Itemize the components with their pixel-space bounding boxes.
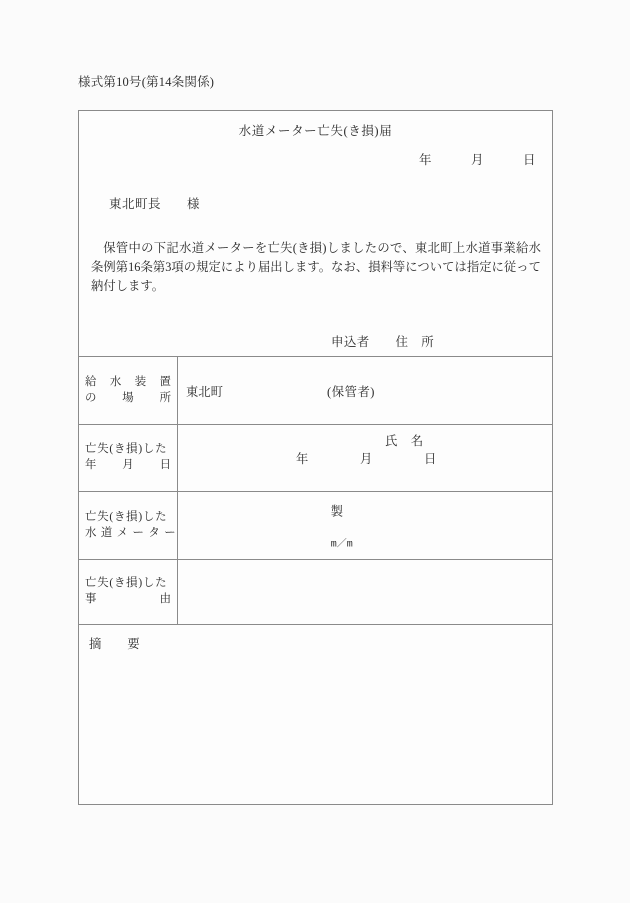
row-label-supply-location	[79, 357, 178, 424]
label-char: 置	[159, 375, 171, 388]
loss-date-value: 年 月 日	[296, 452, 437, 466]
label-water-meter-line1: 亡失(き損)した	[85, 510, 168, 523]
row-value-loss-reason[interactable]	[178, 560, 552, 624]
label-char: 由	[159, 593, 171, 605]
applicant-name-line: 氏 名	[385, 434, 424, 448]
row-label-loss-reason	[79, 560, 178, 624]
remarks-label: 摘 要	[89, 637, 141, 651]
remarks-section[interactable]	[79, 625, 552, 804]
row-value-water-meter[interactable]	[178, 492, 552, 559]
table-row-loss-date	[79, 425, 552, 492]
applicant-address-line: 申込者 住 所	[331, 335, 435, 349]
label-loss-reason-line1: 亡失(き損)した	[85, 577, 168, 590]
body-paragraph: 保管中の下記水道メーターを亡失(き損)しましたので、東北町上水道事業給水条例第16条第3項の規定により届出します。なお、損料等については指定に従って納付します。	[91, 241, 541, 294]
meter-unit-label: m／m	[330, 539, 353, 550]
supply-location-value: 東北町	[186, 384, 223, 399]
form-frame	[78, 110, 553, 805]
label-char: 水	[109, 375, 122, 388]
label-char: 事	[85, 593, 97, 605]
header-date-line: 年 月 日	[418, 153, 536, 167]
label-char: 場	[122, 391, 134, 404]
form-number-label: 様式第10号(第14条関係)	[78, 75, 215, 89]
table-row-water-meter	[79, 492, 552, 560]
row-label-loss-date	[79, 425, 178, 491]
label-char: 年	[85, 459, 97, 471]
label-char: 装	[134, 375, 147, 388]
label-char: の	[85, 391, 97, 404]
document-title: 水道メーター亡失(き損)届	[238, 124, 393, 138]
label-char: 所	[159, 391, 171, 404]
row-label-water-meter	[79, 492, 178, 559]
label-char: 日	[159, 459, 171, 471]
label-loss-date-line1: 亡失(き損)した	[85, 443, 168, 456]
applicant-custodian-line: (保管者)	[327, 384, 375, 399]
meter-make-label: 製	[330, 504, 344, 518]
row-value-supply-location[interactable]	[178, 357, 552, 424]
addressee-line: 東北町長 様	[109, 197, 201, 211]
water-meter-value	[300, 486, 407, 565]
label-char: 月	[122, 459, 134, 471]
row-value-loss-date[interactable]	[178, 425, 552, 491]
label-water-meter-line2: 水 道 メ ー タ ー	[85, 526, 177, 539]
table-row-supply-location	[79, 357, 552, 425]
letter-section	[79, 111, 552, 448]
label-char: 給	[85, 375, 97, 388]
table-row-loss-reason	[79, 560, 552, 625]
